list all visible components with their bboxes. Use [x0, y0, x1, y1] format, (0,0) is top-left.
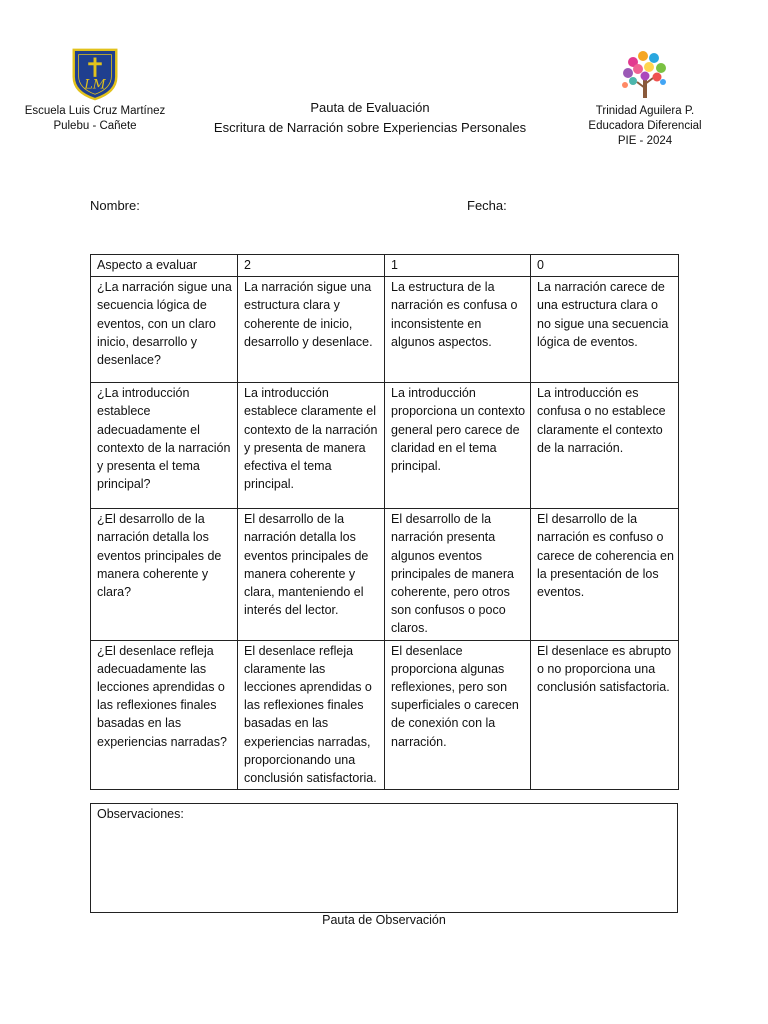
score-1-cell: El desenlace proporciona algunas reflexiones, pero son superficiales o carecen de conexión con la narración.: [385, 640, 531, 790]
header-score-1: 1: [385, 255, 531, 277]
observations-box[interactable]: [90, 803, 678, 913]
footer-caption: Pauta de Observación: [322, 913, 446, 927]
rubric-header-row: [91, 255, 679, 277]
table-row: [91, 383, 679, 509]
score-2-cell: El desenlace refleja claramente las lecciones aprendidas o las reflexiones finales basadas en las experiencias narradas, proporcionando una conclusión satisfactoria.: [238, 640, 385, 790]
score-1-cell: La introducción proporciona un contexto general pero carece de claridad en el tema principal.: [385, 383, 531, 509]
score-0-cell: El desenlace es abrupto o no proporciona una conclusión satisfactoria.: [531, 640, 679, 790]
score-0-cell: La introducción es confusa o no establece claramente el contexto de la narración.: [531, 383, 679, 509]
score-2-cell: La narración sigue una estructura clara y coherente de inicio, desarrollo y desenlace.: [238, 277, 385, 383]
header-aspect: Aspecto a evaluar: [91, 255, 238, 277]
table-row: [91, 277, 679, 383]
teacher-header: [578, 48, 712, 149]
aspect-cell: ¿La introducción establece adecuadamente el contexto de la narración y presenta el tema principal?: [91, 383, 238, 509]
name-field-label: Nombre:: [90, 198, 140, 213]
document-title: Pauta de Evaluación: [310, 100, 430, 115]
table-row: [91, 509, 679, 640]
document-title-block: [190, 98, 550, 138]
school-name: Escuela Luis Cruz Martínez: [24, 105, 166, 117]
score-2-cell: El desarrollo de la narración detalla los eventos principales de manera coherente y clara, manteniendo el interés del lector.: [238, 509, 385, 640]
teacher-name: Trinidad Aguilera P.: [595, 105, 695, 117]
score-0-cell: La narración carece de una estructura clara o no sigue una secuencia lógica de eventos.: [531, 277, 679, 383]
colorful-tree-icon: [619, 48, 671, 102]
aspect-cell: ¿La narración sigue una secuencia lógica de eventos, con un claro inicio, desarrollo y desenlace?: [91, 277, 238, 383]
school-header: [20, 44, 170, 134]
document-subtitle: Escritura de Narración sobre Experiencias Personales: [213, 120, 527, 135]
score-0-cell: El desarrollo de la narración es confuso o carece de coherencia en la presentación de los eventos.: [531, 509, 679, 640]
score-1-cell: La estructura de la narración es confusa o inconsistente en algunos aspectos.: [385, 277, 531, 383]
teacher-role: Educadora Diferencial: [588, 120, 702, 132]
program-label: PIE - 2024: [617, 135, 673, 147]
table-row: [91, 640, 679, 790]
observations-label: Observaciones:: [97, 807, 184, 821]
school-crest-icon: [66, 44, 124, 102]
aspect-cell: ¿El desarrollo de la narración detalla los eventos principales de manera coherente y clara?: [91, 509, 238, 640]
rubric-table: [90, 254, 679, 790]
score-2-cell: La introducción establece claramente el contexto de la narración y presenta de manera efectiva el tema principal.: [238, 383, 385, 509]
header-score-0: 0: [531, 255, 679, 277]
score-1-cell: El desarrollo de la narración presenta algunos eventos principales de manera coherente, pero otros son confusos o poco claros.: [385, 509, 531, 640]
crest-letters: LM: [84, 76, 106, 92]
header-score-2: 2: [238, 255, 385, 277]
aspect-cell: ¿El desenlace refleja adecuadamente las lecciones aprendidas o las reflexiones finales basadas en las experiencias narradas?: [91, 640, 238, 790]
school-location: Pulebu - Cañete: [53, 120, 137, 132]
date-field-label: Fecha:: [467, 198, 507, 213]
